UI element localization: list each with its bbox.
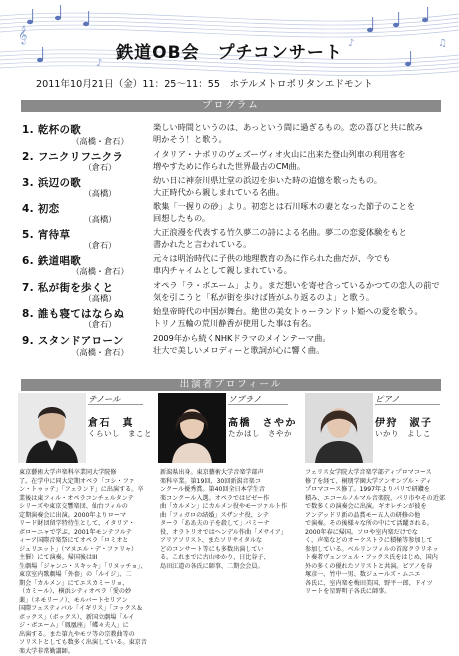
- performer-bio: フェリス女学院大学音楽学部ディプロマコース 修了を経て、桐朋学園大学アンサンブル・ディ プロマコース修了。1997年よりパリで研鑽を 積み、エコールノルマル音楽院、パリ市やその近郊 で数多くの演奏会に出演。ギオレチンが彼を アンデッドリ新の品賞モー五人の研修の他 で演奏。その後様々な所の中にて活躍される。 2000年春に帰国。ソロや室内楽だけでな く、声楽などのオーケストラに積極等参加して 参加している。ベルリンフィルの首席クラリネッ ト奏者ヴェンツェル・フックス氏をはじめ、国内 外の多くの優れたソリストと共演。ピアノを谷 塚彦一、竹中一男、数ジュールズ・ムニエ 各氏に、室内楽を梅田美国、野平一郎、ドイツ リートを星野明子各氏に師事。: [305, 469, 445, 595]
- performer-photo: [18, 393, 86, 463]
- program-item-title: 4. 初恋: [22, 203, 60, 215]
- program-item-title: 2. フニクリフニクラ: [22, 151, 124, 163]
- performer-name-kana: たかはし さやか: [228, 429, 292, 438]
- performer-name: 高橋 さやか: [228, 418, 297, 429]
- event-date-venue: 2011年10月21日（金）11：25～11：55 ホテルメトロポリタンエドモント: [36, 79, 373, 90]
- performer-photo: [158, 393, 226, 463]
- program-item-performers: （高橋）: [83, 293, 117, 303]
- program-item-title: 6. 鉄道唱歌: [22, 255, 82, 267]
- program-item-performers: （倉石）: [83, 240, 117, 250]
- program-item-description: 始皇帝時代の中国が舞台。絶世の美女トゥーランドット姫への愛を歌う。 トリノ五輪の荒川静香が使用した事は有名。: [153, 306, 423, 328]
- role-divider: [88, 404, 143, 405]
- program-item-title: 5. 宵待草: [22, 229, 71, 241]
- program-item-description: オペラ「ラ・ボエーム」より。まだ想いを寄せ合っているかつての恋人の前で 気を引こうと「私が街を歩けば皆がふり返るのよ」と歌う。: [153, 280, 440, 302]
- performer-role: テノール: [88, 394, 121, 404]
- svg-text:♪: ♪: [348, 38, 355, 49]
- program-item-description: 歌集「一握りの砂」より。初恋とは石川啄木の妻となった節子のことを 回想したもの。: [153, 201, 416, 223]
- program-item-performers: （倉石）: [83, 162, 117, 172]
- program-section-header: プログラム: [21, 100, 441, 112]
- program-item-description: 大正浪漫を代表する竹久夢二の詩による名曲。夢二の恋愛体験をもと 書かれたと言われている。: [153, 227, 407, 249]
- program-item-title: 8. 誰も寝てはならぬ: [22, 308, 125, 320]
- performer-name-kana: くらいし まこと: [88, 429, 152, 438]
- performers-section-header: 出演者プロフィール: [21, 379, 441, 391]
- svg-text:♫: ♫: [438, 38, 447, 49]
- program-item-performers: （高橋）: [83, 214, 117, 224]
- performer-name: 倉石 真: [88, 418, 134, 429]
- performer-photo: [305, 393, 373, 463]
- program-item-performers: （高橋・倉石）: [71, 347, 129, 357]
- performer-role: ソプラノ: [228, 394, 262, 404]
- program-item-performers: （高橋・倉石）: [71, 136, 129, 146]
- program-item-title: 9. スタンドアローン: [22, 335, 124, 347]
- program-item-description: イタリア・ナポリのヴェズーヴィオ火山に出来た登山列車の利用客を 増やすために作られた世界最古のCM曲。: [153, 149, 406, 171]
- performer-name: 伊狩 淑子: [375, 418, 433, 429]
- program-item-performers: （高橋）: [83, 188, 117, 198]
- program-item-title: 1. 乾杯の歌: [22, 124, 82, 136]
- role-divider: [228, 404, 288, 405]
- program-item-performers: （高橋・倉石）: [71, 266, 129, 276]
- performer-name-kana: いかり よしこ: [375, 429, 431, 438]
- svg-text:𝄞: 𝄞: [18, 25, 28, 44]
- program-item-description: 2009年から続くNHKドラマのメインテーマ曲。 壮大で美しいメロディーと歌詞が心に響く曲。: [153, 333, 331, 355]
- role-divider: [375, 404, 440, 405]
- performer-bio: 新潟県出身。東京藝術大学音楽学部声 楽科卒業。第19回、30回新潟音楽コ ンクール優秀賞。第40回全日本学生音 楽コンクール入選。オペラではビゼー作 曲「カルメン」にカルメン役やモーツァルト作 曲「フィガロの結婚」スザンナ役、シテ ターラ「ああ夫の子を殺して」パミーナ 役、オラトリオではヘンデル作曲「メサイア」 アリアソリスト、またソリサイタルな どのコンサート等にも多数出演してい る。これまでに古山ゆかり、日比谷子、 島田江道の各氏に師事、二期会会員。: [160, 469, 288, 570]
- program-item-performers: （倉石）: [83, 319, 117, 329]
- page-title: 鉄道OB会 プチコンサート: [116, 43, 343, 63]
- svg-text:♪: ♪: [96, 58, 103, 69]
- program-item-description: 楽しい時間というのは、あっという間に過ぎるもの。恋の喜びと共に飲み 明かそう！と歌う。: [153, 122, 423, 144]
- program-item-description: 幼い日に神奈川県辻堂の浜辺を歩いた時の追憶を歌ったもの。 大正時代から親しまれている名曲。: [153, 175, 382, 197]
- program-item-description: 元々は明治時代に子供の地理教育の為に作られた曲だが、今でも 車内チャイムとして親しまれている。: [153, 253, 391, 275]
- performer-bio: 東京藝術大学声楽科卒業同大学院修 了。在学中に同大定期オペラ「コシ・ファ ン・トゥッテ」「フェランド」に出演する。卒 業後は東フィル・オペラコンチェルタンテ シリーズや東京交響楽団、仙台フィルの 定期演奏会に出演。2000年よりローマ リード財団留学特待生として、イタリア・ ボローニャで学ぶ。2001年モンテフルテ ィーア国際音楽祭にてオペラ「ロミオと ジュリエット」（マヌエル・デ・ファリャ） 主催）にて演奏。帰国後はIII 生劇場「ジャンニ・スキッキ」「リヌッチョ」、 東京室内歌劇場「外套」の「ルイジ」、二 期会「カルメン」にてエスカミーリョ、 （カミール）、横浜シティオペラ「愛の妙 薬」（ネモリーノ）、モルバートセリアン 国際フェスティバル「イギリス」「コックス＆ ボックス」（ボックス）、新国立劇場「ルイ ジ・ボエーム」「鳳凰座」「蝶々夫人」に 出演する。また第九やモツ等の宗教曲等の ソリストとしても数多く出演している。東京音 楽大学非常勤講師。: [19, 469, 147, 655]
- program-item-title: 3. 浜辺の歌: [22, 177, 82, 189]
- performer-role: ピアノ: [375, 394, 400, 404]
- program-item-title: 7. 私が街を歩くと: [22, 282, 114, 294]
